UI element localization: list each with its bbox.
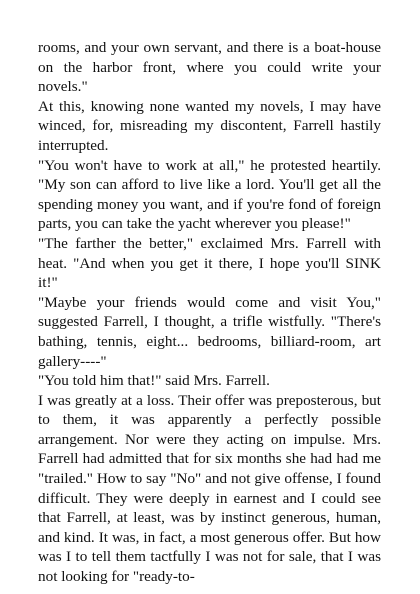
- paragraph: "You told him that!" said Mrs. Farrell.: [38, 372, 270, 390]
- paragraph: At this, knowing none wanted my novels, I may have winced, for, misreading my discontent, Farrell hastily interrupted.: [38, 97, 381, 154]
- paragraph: I was greatly at a loss. Their offer was preposterous, but to them, it was apparently a perfectly possible arrangement. Nor were they acting on impulse. Mrs. Farrell had admitted that for six months she had had me "trailed." How to say "No" and not give offense, I found difficult. They were deeply in earnest and I could see that Farrell, at least, was by instinct generous, human, and kind. It was, in fact, a most generous offer. But how was I to tell them tactfully I was not for sale, that I was not looking for "ready-to-: [38, 391, 381, 586]
- paragraph: "The farther the better," exclaimed Mrs. Farrell with heat. "And when you get it there, I hope you'll SINK it!": [38, 234, 381, 292]
- paragraph: rooms, and your own servant, and there is a boat-house on the harbor front, where you could write your novels.": [38, 39, 381, 96]
- page-text: [38, 38, 381, 587]
- paragraph: "You won't have to work at all," he protested heartily. "My son can afford to live like a lord. You'll get all the spending money you want, and if you're fond of foreign parts, you can take the yacht wherever you please!": [38, 156, 381, 233]
- paragraph: "Maybe your friends would come and visit You," suggested Farrell, I thought, a trifle wistfully. "There's bathing, tennis, eight... bedrooms, billiard-room, art gallery----": [38, 293, 381, 370]
